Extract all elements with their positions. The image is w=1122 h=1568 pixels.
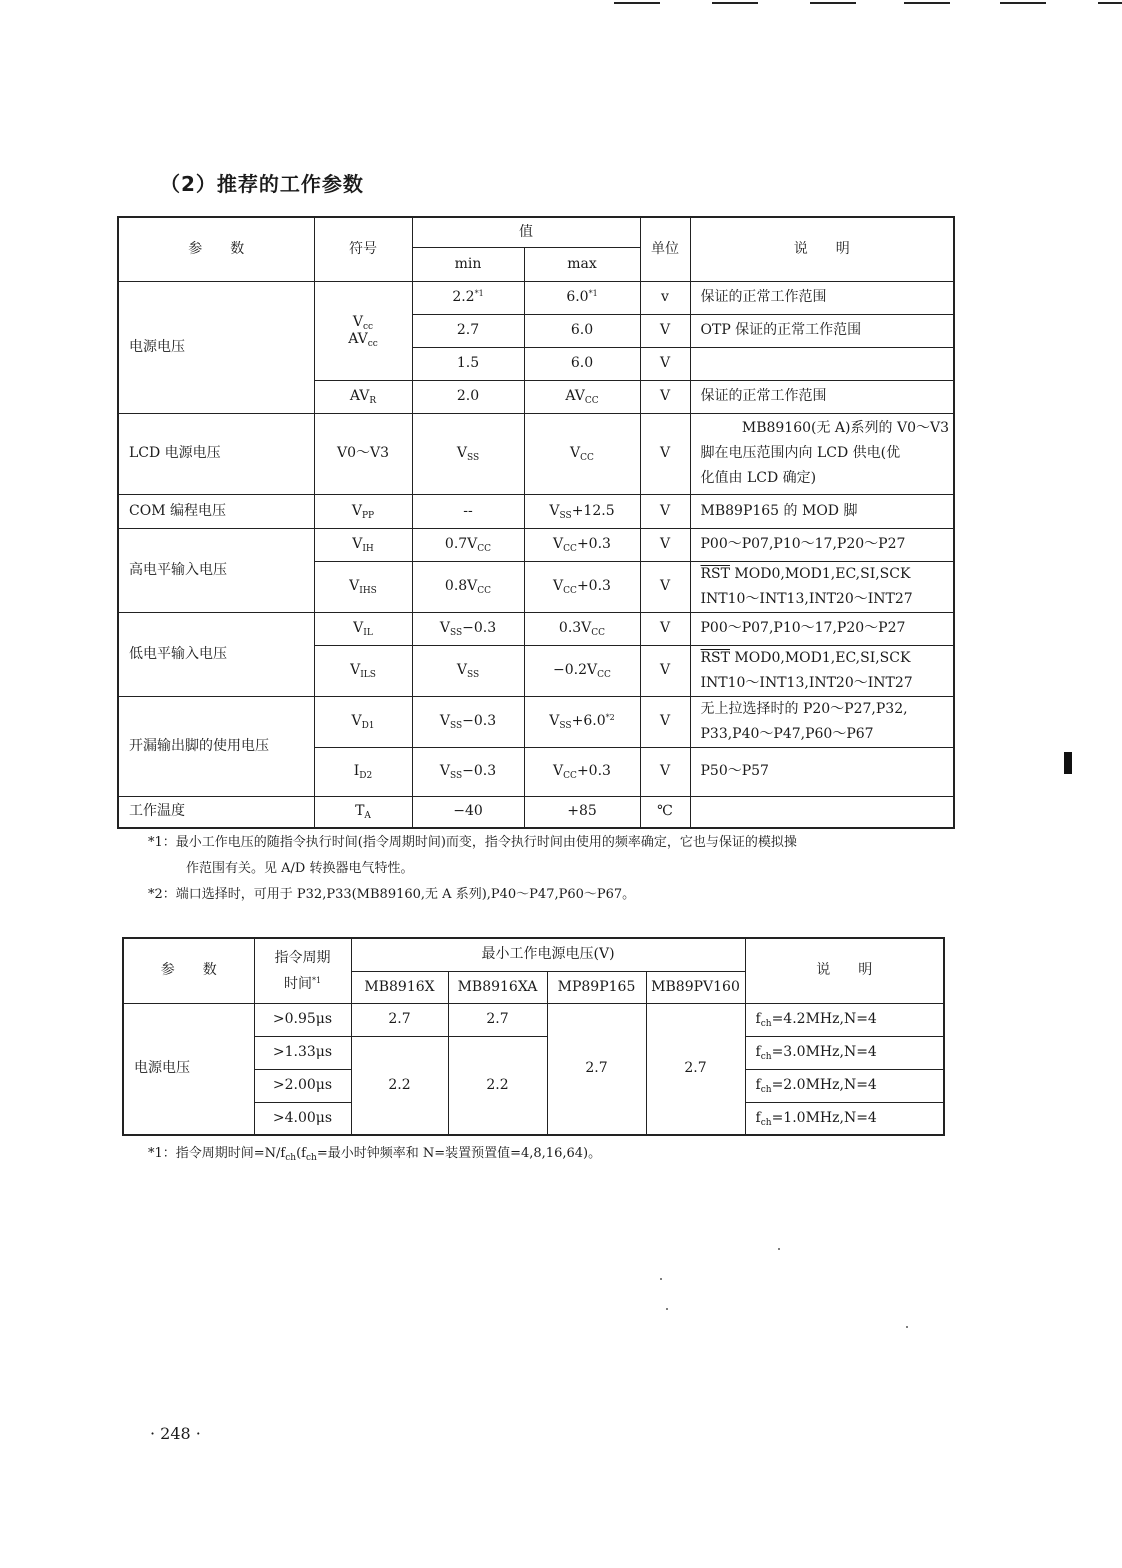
- param-high-input-voltage: 高电平输入电压: [118, 528, 314, 612]
- header-symbol: 符号: [314, 217, 412, 281]
- voltage-mb8916x: 2.2: [351, 1036, 448, 1135]
- footnote-1: *1：最小工作电压的随指令执行时间(指令周期时间)而变，指令执行时间由使用的频率确定，它也与保证的模拟操 作范围有关。见 A/D 转换器电气特性。: [148, 835, 797, 876]
- voltage-mb8916xa: 2.2: [448, 1036, 547, 1135]
- max-value: $0.3V_{CC}$: [524, 612, 640, 645]
- unit: V: [640, 528, 690, 561]
- header-mb89pv160: MB89PV160: [646, 971, 745, 1003]
- unit: V: [640, 494, 690, 528]
- unit: ℃: [640, 796, 690, 828]
- table-row: [118, 696, 954, 747]
- cycle-time: >0.95μs: [254, 1003, 351, 1036]
- description: P00～P07,P10～17,P20～P27: [690, 612, 954, 645]
- header-description: 说 明: [745, 938, 944, 1003]
- unit: V: [640, 380, 690, 413]
- param-supply-voltage: 电源电压: [118, 281, 314, 413]
- max-value: $V_{SS}+12.5$: [524, 494, 640, 528]
- min-value: $V_{SS}-0.3$: [412, 747, 524, 796]
- header-param: 参 数: [123, 938, 254, 1003]
- header-value: 值: [412, 217, 640, 247]
- description: $f_{ch}=4.2MHz,N=4$: [745, 1003, 944, 1036]
- description: 保证的正常工作范围: [690, 281, 954, 314]
- description: 无上拉选择时的 P20～P27,P32, P33,P40～P47,P60～P67: [690, 696, 954, 747]
- min-supply-voltage-table: [122, 937, 945, 1136]
- footnote-2: *2：端口选择时，可用于 P32,P33(MB89160,无 A 系列),P40～P47,P60～P67。: [148, 887, 636, 902]
- unit: V: [640, 645, 690, 696]
- table-row: [118, 281, 954, 314]
- symbol: $V_{IHS}$: [314, 561, 412, 612]
- max-value: 6.0: [524, 347, 640, 380]
- min-value: 1.5: [412, 347, 524, 380]
- max-value: $V_{CC}+0.3$: [524, 747, 640, 796]
- recommended-operating-conditions-table: [117, 216, 955, 829]
- top-rule: [1000, 2, 1046, 4]
- min-value: $V_{SS}-0.3$: [412, 696, 524, 747]
- unit: V: [640, 696, 690, 747]
- unit: V: [640, 347, 690, 380]
- footnote-table2: *1：指令周期时间$=N/f_{ch}(f_{ch}=$最小时钟频率和 N=装置预置值=4,8,16,64)。: [148, 1146, 602, 1163]
- param-com-voltage: COM 编程电压: [118, 494, 314, 528]
- header-mp89p165: MP89P165: [547, 971, 646, 1003]
- header-min-voltage: 最小工作电源电压(V): [351, 938, 745, 971]
- unit: V: [640, 561, 690, 612]
- max-value: 6.0: [524, 314, 640, 347]
- top-rule: [904, 2, 950, 4]
- cycle-time: >4.00μs: [254, 1102, 351, 1135]
- unit: V: [640, 413, 690, 494]
- voltage-mb8916xa: 2.7: [448, 1003, 547, 1036]
- min-value: $0.7V_{CC}$: [412, 528, 524, 561]
- voltage-mb8916x: 2.7: [351, 1003, 448, 1036]
- description: $f_{ch}=2.0MHz,N=4$: [745, 1069, 944, 1102]
- unit: v: [640, 281, 690, 314]
- symbol: $V_{ILS}$: [314, 645, 412, 696]
- scan-speck: [778, 1248, 780, 1250]
- max-value: $V_{CC}$: [524, 413, 640, 494]
- description: $\overline{RST}$ MOD0,MOD1,EC,SI,SCK INT10～INT13,INT20～INT27: [690, 645, 954, 696]
- min-value: --: [412, 494, 524, 528]
- min-value: 2.7: [412, 314, 524, 347]
- symbol: $T_A$: [314, 796, 412, 828]
- max-value: +85: [524, 796, 640, 828]
- symbol: $V_{D1}$: [314, 696, 412, 747]
- description: MB89P165 的 MOD 脚: [690, 494, 954, 528]
- voltage-mp89p165: 2.7: [547, 1003, 646, 1135]
- top-rule: [614, 2, 660, 4]
- symbol: V0～V3: [314, 413, 412, 494]
- description: [690, 796, 954, 828]
- table-row: [118, 612, 954, 645]
- min-value: $V_{SS}-0.3$: [412, 612, 524, 645]
- description: [690, 347, 954, 380]
- param-supply-voltage: 电源电压: [123, 1003, 254, 1135]
- min-value: −40: [412, 796, 524, 828]
- description: $f_{ch}=3.0MHz,N=4$: [745, 1036, 944, 1069]
- symbol: $V_{PP}$: [314, 494, 412, 528]
- symbol-vcc-avcc: $V_{cc}$ $AV_{cc}$: [314, 281, 412, 380]
- header-unit: 单位: [640, 217, 690, 281]
- voltage-mb89pv160: 2.7: [646, 1003, 745, 1135]
- symbol-avr: $AV_R$: [314, 380, 412, 413]
- param-lcd-voltage: LCD 电源电压: [118, 413, 314, 494]
- header-description: 说 明: [690, 217, 954, 281]
- top-rule: [810, 2, 856, 4]
- param-low-input-voltage: 低电平输入电压: [118, 612, 314, 696]
- description: P00～P07,P10～17,P20～P27: [690, 528, 954, 561]
- header-mb8916x: MB8916X: [351, 971, 448, 1003]
- top-rule: [712, 2, 758, 4]
- section-title: （2）推荐的工作参数: [160, 172, 364, 196]
- unit: V: [640, 314, 690, 347]
- cycle-time: >2.00μs: [254, 1069, 351, 1102]
- description: MB89160(无 A)系列的 V0～V3 脚在电压范围内向 LCD 供电(优 化值由 LCD 确定): [690, 413, 954, 494]
- symbol: $V_{IL}$: [314, 612, 412, 645]
- header-param: 参 数: [118, 217, 314, 281]
- margin-mark: [1064, 752, 1072, 774]
- max-value: $AV_{CC}$: [524, 380, 640, 413]
- max-value: $-0.2V_{CC}$: [524, 645, 640, 696]
- cycle-time: >1.33μs: [254, 1036, 351, 1069]
- max-value: $V_{CC}+0.3$: [524, 561, 640, 612]
- scan-speck: [660, 1278, 662, 1280]
- description: OTP 保证的正常工作范围: [690, 314, 954, 347]
- scan-speck: [906, 1326, 908, 1328]
- symbol: $V_{IH}$: [314, 528, 412, 561]
- param-operating-temperature: 工作温度: [118, 796, 314, 828]
- min-value: $V_{SS}$: [412, 413, 524, 494]
- header-mb8916xa: MB8916XA: [448, 971, 547, 1003]
- scan-speck: [666, 1308, 668, 1310]
- header-cycle-time: 指令周期 时间$^{*1}$: [254, 938, 351, 1003]
- min-value: 2.2$^{*1}$: [412, 281, 524, 314]
- description: $f_{ch}=1.0MHz,N=4$: [745, 1102, 944, 1135]
- table-row: [123, 1003, 944, 1036]
- description: 保证的正常工作范围: [690, 380, 954, 413]
- header-min: min: [412, 247, 524, 281]
- max-value: $V_{SS}+6.0^{*2}$: [524, 696, 640, 747]
- table-row: [118, 494, 954, 528]
- header-max: max: [524, 247, 640, 281]
- max-value: $V_{CC}+0.3$: [524, 528, 640, 561]
- unit: V: [640, 612, 690, 645]
- description: $\overline{RST}$ MOD0,MOD1,EC,SI,SCK INT10～INT13,INT20～INT27: [690, 561, 954, 612]
- description: P50～P57: [690, 747, 954, 796]
- table-row: [118, 528, 954, 561]
- page-number: · 248 ·: [150, 1424, 201, 1443]
- unit: V: [640, 747, 690, 796]
- min-value: $V_{SS}$: [412, 645, 524, 696]
- top-rule: [1098, 2, 1122, 4]
- table-row: [118, 413, 954, 494]
- symbol: $I_{D2}$: [314, 747, 412, 796]
- param-open-drain-voltage: 开漏输出脚的使用电压: [118, 696, 314, 796]
- table-row: [118, 796, 954, 828]
- max-value: 6.0$^{*1}$: [524, 281, 640, 314]
- min-value: 2.0: [412, 380, 524, 413]
- min-value: $0.8V_{CC}$: [412, 561, 524, 612]
